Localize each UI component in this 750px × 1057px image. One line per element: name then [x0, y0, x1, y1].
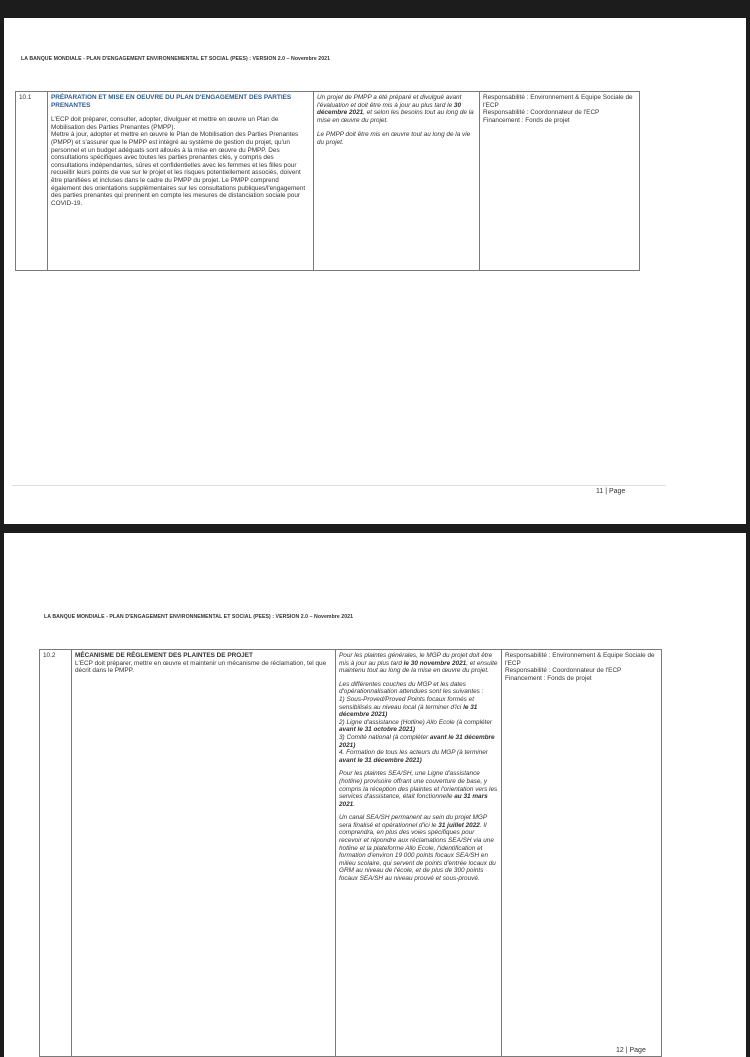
document-page-12	[4, 533, 746, 1057]
page-header: LA BANQUE MONDIALE - PLAN D'ENGAGEMENT ENVIRONNEMENTAL ET SOCIAL (PEES) : VERSION 2.0 – Novembre 2021	[44, 614, 354, 620]
responsibility-line: Responsabilité : Environnement & Equipe Sociale de l'ECP	[505, 652, 655, 667]
page-number: 11 | Page	[596, 488, 626, 495]
calendar-cell	[336, 650, 502, 1057]
responsibility-line: Responsabilité : Coordonnateur de l'ECP	[505, 667, 622, 675]
calendar-paragraph: Un projet de PMPP a été préparé et divulgué avant l'évaluation et doit être mis à jour au plus tard le 30 décembre 2021, et selon les besoins tout au long de la mise en œuvre du projet.	[317, 94, 474, 124]
calendar-paragraph: Un canal SEA/SH permanent au sein du projet MGP sera finalisé et opérationnel d'ici le 31 juillet 2022. Il comprendra, en plus des voies spécifiques pour recevoir et répondre aux réclamations SEA/SH via une hotline et la plateforme Allo Ecole, l'identification et formation d'environ 19 000 points focaux SEA/SH en milieu scolaire, qui servent de points d'entrée locaux du GRM au niveau de l'école, et de plus de 300 points focaux SEA/SH au niveau prouvé et sous-prouvé.	[339, 814, 496, 883]
commitment-cell	[72, 650, 336, 1057]
row-number: 10.2	[40, 650, 72, 1057]
commitment-title: PRÉPARATION ET MISE EN OEUVRE DU PLAN D'ENGAGEMENT DES PARTIES PRENANTES	[51, 94, 292, 109]
table-row	[40, 650, 662, 1057]
commitment-table	[15, 91, 640, 271]
responsibility-line: Financement : Fonds de projet	[483, 116, 570, 124]
document-page-11	[4, 18, 746, 524]
responsibility-cell	[502, 650, 662, 1057]
calendar-paragraph: Pour les plaintes SEA/SH, une Ligne d'assistance (hotline) provisoire offrant une couverture de base, y compris la réception des plaintes et l'orientation vers les services d'assistance, était fonctionnelle au 31 mars 2021.	[339, 770, 498, 808]
commitment-paragraph: Mettre à jour, adopter et mettre en œuvre le Plan de Mobilisation des Parties Prenantes (PMPP) et s'assurer que le PMPP est intégré au système de gestion du projet, qu'un personnel et un budget adéquats sont alloués à la mise en œuvre du PMPP. Des consultations spécifiques avec toutes les parties prenantes clés, y compris des consultations indépendantes, sûres et confidentielles avec les femmes et les filles pour recueillir leurs points de vue sur le projet et les risques potentiellement associés, doivent être planifiées et incluses dans le cadre du PMPP du projet. Le PMPP comprend également des orientations supplémentaires sur les consultations publiques/l'engagement des parties prenantes qui prennent en compte les mesures de distanciation sociale pour COVID-19.	[51, 131, 306, 207]
responsibility-line: Responsabilité : Coordonnateur de l'ECP	[483, 109, 600, 117]
responsibility-cell	[480, 92, 640, 271]
responsibility-line: Financement : Fonds de projet	[505, 674, 592, 682]
calendar-list-item: 3) Comité national (à compléter avant le 31 décembre 2021)	[339, 733, 495, 749]
table-row	[16, 92, 640, 271]
commitment-title: MÉCANISME DE RÈGLEMENT DES PLAINTES DE PROJET	[75, 652, 253, 659]
commitment-cell	[48, 92, 314, 271]
page-number: 12 | Page	[616, 1047, 646, 1054]
commitment-table	[39, 649, 662, 1057]
page-header: LA BANQUE MONDIALE - PLAN D'ENGAGEMENT ENVIRONNEMENTAL ET SOCIAL (PEES) : VERSION 2.0 – Novembre 2021	[21, 56, 331, 62]
calendar-list-item: 4. Formation de tous les acteurs du MGP (à terminer avant le 31 décembre 2021)	[339, 749, 488, 764]
calendar-paragraph: Pour les plaintes générales, le MGP du projet doit être mis à jour au plus tard le 30 novembre 2021, et ensuite maintenu tout au long de la mise en œuvre du projet.	[339, 652, 498, 675]
calendar-list-item: 2) Ligne d'assistance (Hotline) Allo Ecole (à compléter avant le 31 octobre 2021)	[339, 718, 493, 734]
calendar-paragraph: Les différentes couches du MGP et les dates d'opérationnalisation attendues sont les suivantes :	[339, 680, 484, 696]
commitment-paragraph: L'ECP doit préparer, consulter, adopter, divulguer et mettre en œuvre un Plan de Mobilisation des Parties Prenantes (PMPP).	[51, 116, 279, 131]
commitment-paragraph: L'ECP doit préparer, mettre en œuvre et maintenir un mécanisme de réclamation, tel que décrit dans le PMPP.	[75, 659, 327, 675]
calendar-list-item: 1) Sous-Proved/Proved Points focaux formés et sensibilisés au niveau local (à terminer d'ici le 31 décembre 2021)	[339, 695, 478, 719]
footer-divider	[12, 485, 666, 486]
row-number: 10.1	[16, 92, 48, 271]
calendar-cell	[314, 92, 480, 271]
calendar-paragraph: Le PMPP doit être mis en œuvre tout au long de la vie du projet.	[317, 131, 471, 146]
responsibility-line: Responsabilité : Environnement & Equipe Sociale de l'ECP	[483, 94, 633, 109]
